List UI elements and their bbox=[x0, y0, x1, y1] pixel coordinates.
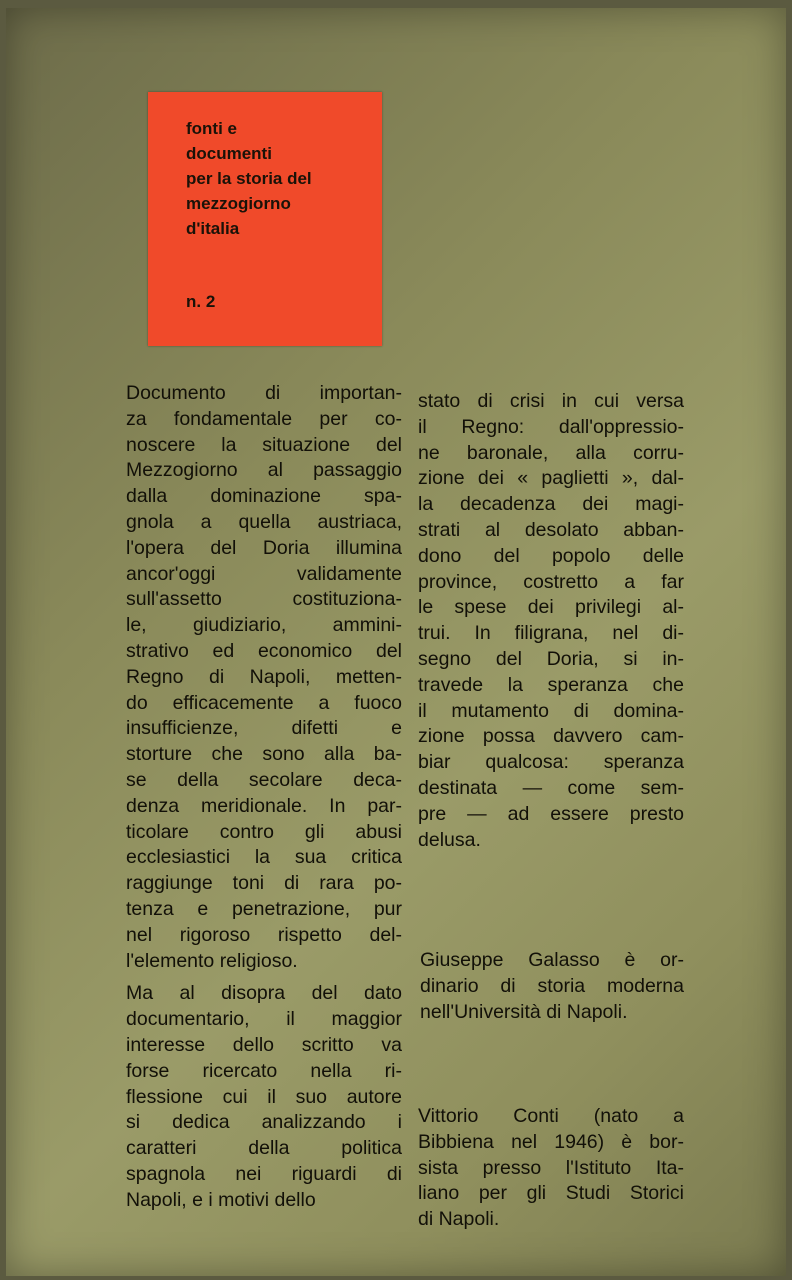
text-line: ancor'oggi validamente bbox=[126, 562, 402, 585]
bio-line: Bibbiena nel 1946) è bor- bbox=[418, 1130, 684, 1153]
text-line: segno del Doria, si in- bbox=[418, 647, 684, 670]
series-title bbox=[186, 116, 376, 241]
text-line: delusa. bbox=[418, 828, 481, 851]
series-title-line: d'italia bbox=[186, 219, 240, 238]
right-text-column bbox=[418, 389, 684, 853]
text-line: si dedica analizzando i bbox=[126, 1111, 402, 1134]
text-line: insufficienze, difetti e bbox=[126, 717, 402, 740]
series-number: n. 2 bbox=[186, 292, 216, 311]
text-line: ne baronale, alla corru- bbox=[418, 441, 684, 464]
book-back-cover bbox=[6, 8, 786, 1276]
author-bio-conti bbox=[418, 1104, 684, 1233]
text-line: zione dei « paglietti », dal- bbox=[418, 467, 684, 490]
text-line: il mutamento di domina- bbox=[418, 699, 684, 722]
series-title-line: documenti bbox=[186, 144, 272, 163]
bio-line: di Napoli. bbox=[418, 1208, 500, 1231]
text-line: se della secolare deca- bbox=[126, 768, 402, 791]
blurb-paragraph-1 bbox=[126, 381, 402, 974]
text-line: Ma al disopra del dato bbox=[126, 982, 402, 1005]
text-line: Regno di Napoli, metten- bbox=[126, 665, 402, 688]
text-line: dalla dominazione spa- bbox=[126, 485, 402, 508]
text-line: dono del popolo delle bbox=[418, 544, 684, 567]
text-line: spagnola nei riguardi di bbox=[126, 1162, 402, 1185]
text-line: trui. In filigrana, nel di- bbox=[418, 622, 684, 645]
left-text-column bbox=[126, 381, 402, 1214]
bio-line: dinario di storia moderna bbox=[420, 974, 684, 997]
text-line: raggiunge toni di rara po- bbox=[126, 872, 402, 895]
text-line: Documento di importan- bbox=[126, 382, 402, 404]
text-line: Napoli, e i motivi dello bbox=[126, 1188, 316, 1211]
text-line: stato di crisi in cui versa bbox=[418, 390, 684, 412]
blurb-paragraph-2 bbox=[126, 981, 402, 1213]
text-line: destinata — come sem- bbox=[418, 776, 684, 799]
text-line: denza meridionale. In par- bbox=[126, 794, 402, 817]
text-line: l'opera del Doria illumina bbox=[126, 536, 402, 559]
text-line: il Regno: dall'oppressio- bbox=[418, 415, 684, 438]
text-line: biar qualcosa: speranza bbox=[418, 751, 684, 774]
blurb-paragraph-continued bbox=[418, 389, 684, 853]
text-line: forse ricercato nella ri- bbox=[126, 1059, 402, 1082]
author-bio-galasso bbox=[420, 948, 684, 1025]
bio-line: Giuseppe Galasso è or- bbox=[420, 949, 684, 971]
text-line: za fondamentale per co- bbox=[126, 407, 402, 430]
text-line: l'elemento religioso. bbox=[126, 949, 298, 972]
series-label bbox=[148, 92, 382, 346]
text-line: gnola a quella austriaca, bbox=[126, 510, 402, 533]
text-line: la decadenza dei magi- bbox=[418, 493, 684, 516]
bio-line: Vittorio Conti (nato a bbox=[418, 1105, 684, 1127]
series-title-line: fonti e bbox=[186, 119, 237, 138]
bio-line: liano per gli Studi Storici bbox=[418, 1182, 684, 1205]
text-line: sull'assetto costituziona- bbox=[126, 588, 402, 611]
text-line: documentario, il maggior bbox=[126, 1008, 402, 1031]
text-line: nel rigoroso rispetto del- bbox=[126, 923, 402, 946]
bio-line: sista presso l'Istituto Ita- bbox=[418, 1156, 684, 1179]
series-title-line: mezzogiorno bbox=[186, 194, 291, 213]
text-line: noscere la situazione del bbox=[126, 433, 402, 456]
text-line: ecclesiastici la sua critica bbox=[126, 846, 402, 869]
text-line: zione possa davvero cam- bbox=[418, 725, 684, 748]
text-line: strativo ed economico del bbox=[126, 639, 402, 662]
text-line: travede la speranza che bbox=[418, 673, 684, 696]
text-line: pre — ad essere presto bbox=[418, 802, 684, 825]
text-line: le spese dei privilegi al- bbox=[418, 596, 684, 619]
series-title-line: per la storia del bbox=[186, 169, 312, 188]
text-line: ticolare contro gli abusi bbox=[126, 820, 402, 843]
bio-line: nell'Università di Napoli. bbox=[420, 1000, 628, 1023]
text-line: flessione cui il suo autore bbox=[126, 1085, 402, 1108]
text-line: province, costretto a far bbox=[418, 570, 684, 593]
text-line: tenza e penetrazione, pur bbox=[126, 897, 402, 920]
text-line: strati al desolato abban- bbox=[418, 518, 684, 541]
text-line: le, giudiziario, ammini- bbox=[126, 614, 402, 637]
text-line: caratteri della politica bbox=[126, 1137, 402, 1160]
text-line: storture che sono alla ba- bbox=[126, 743, 402, 766]
text-line: do efficacemente a fuoco bbox=[126, 691, 402, 714]
text-line: interesse dello scritto va bbox=[126, 1033, 402, 1056]
text-line: Mezzogiorno al passaggio bbox=[126, 459, 402, 482]
